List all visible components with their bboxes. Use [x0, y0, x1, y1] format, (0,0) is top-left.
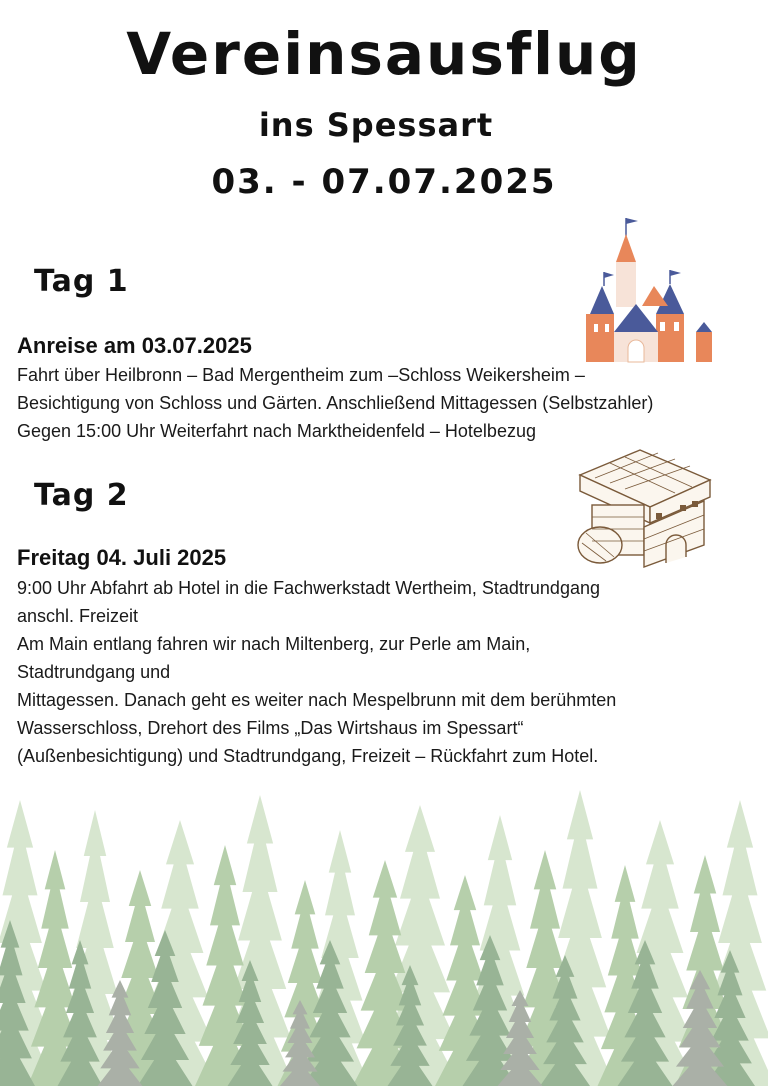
tree-trunk	[223, 1080, 227, 1086]
text-line: Wasserschloss, Drehort des Films „Das Wirtshaus im Spessart“	[17, 718, 524, 738]
day1-title: Anreise am 03.07.2025	[17, 333, 252, 358]
page-title: Vereinsausflug	[126, 20, 642, 88]
text-line: Stadtrundgang und	[17, 662, 171, 682]
tree-trunk	[248, 1080, 252, 1086]
castle-illustration	[584, 214, 716, 364]
text-line: Fahrt über Heilbronn – Bad Mergentheim zum –Schloss Weikersheim –	[17, 365, 585, 385]
tree-trunk	[563, 1080, 567, 1086]
text-line: Besichtigung von Schloss und Gärten. Anschließend Mittagessen (Selbstzahler)	[17, 393, 654, 413]
trip-dates: 03. - 07.07.2025	[211, 162, 557, 202]
tree-trunk	[328, 1080, 332, 1086]
tree-trunk	[78, 1080, 82, 1086]
text-line: Mittagessen. Danach geht es weiter nach Mespelbrunn mit dem berühmten	[17, 690, 617, 710]
tree-trunk	[518, 1080, 522, 1086]
text-line: Am Main entlang fahren wir nach Miltenberg, zur Perle am Main,	[17, 634, 531, 654]
day2-heading: Tag 2	[34, 478, 129, 513]
text-line: Gegen 15:00 Uhr Weiterfahrt nach Marktheidenfeld – Hotelbezug	[17, 421, 536, 441]
tree-trunk	[383, 1080, 387, 1086]
day2-title: Freitag 04. Juli 2025	[17, 545, 227, 570]
tree-trunk	[163, 1080, 167, 1086]
tree-trunk	[298, 1080, 302, 1086]
forest-silhouette	[0, 790, 768, 1086]
tree-trunk	[8, 1080, 12, 1086]
half-timbered-house-illustration	[570, 445, 715, 570]
tree-trunk	[643, 1080, 647, 1086]
day2-description	[17, 574, 762, 770]
day1-description	[17, 361, 762, 445]
tree-trunk	[488, 1080, 492, 1086]
tree-trunk	[698, 1080, 702, 1086]
tree-trunk	[118, 1080, 122, 1086]
text-line: (Außenbesichtigung) und Stadtrundgang, Freizeit – Rückfahrt zum Hotel.	[17, 746, 599, 766]
tree-trunk	[728, 1080, 732, 1086]
tree-trunk	[408, 1080, 412, 1086]
text-line: anschl. Freizeit	[17, 606, 139, 626]
text-line: 9:00 Uhr Abfahrt ab Hotel in die Fachwerkstadt Wertheim, Stadtrundgang	[17, 578, 600, 598]
tree-trunk	[53, 1080, 57, 1086]
page-subtitle: ins Spessart	[258, 106, 494, 144]
day1-heading: Tag 1	[34, 264, 129, 299]
